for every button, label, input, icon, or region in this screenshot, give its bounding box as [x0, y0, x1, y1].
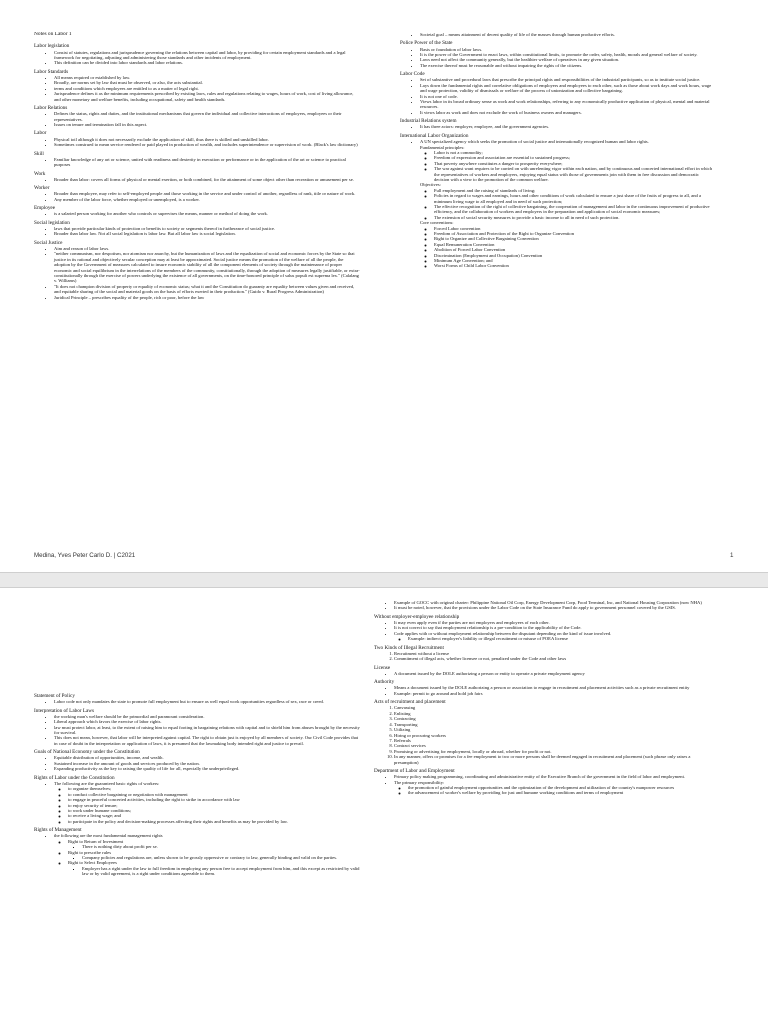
- numbered-item: 5. Utilizing: [394, 727, 712, 732]
- numbered-item: 2. Enlisting: [394, 711, 712, 716]
- list-item: • It is not one of code.: [420, 94, 712, 99]
- list-item: • Sometimes construed to mean service rendered or paid played in production of wealth, and includes superintendence or supervision of work. (Black's law dictionary): [54, 142, 360, 147]
- bullet-list: [34, 211, 360, 216]
- numbered-item: 1. Canvassing: [394, 705, 712, 710]
- list-item: • Broader than labor law. Not all social legislation is labor law. But all labor law is social legislation.: [54, 231, 360, 236]
- list-item: • Broader than employee, may refer to self-employed people and those working in the service and under control of another, regardless of rank, title or nature of work.: [54, 191, 360, 196]
- list-item: • It must be noted, however, that the provisions under the Labor Code on the State Insurance Fund do apply to government personnel covered by the GSIS.: [394, 605, 712, 610]
- page-footer-author: Medina, Yves Peter Carlo D. | C2021: [34, 552, 136, 559]
- sub-list-item: ◦ Freedom of Association and Protection of the Right to Organize Convention: [434, 231, 712, 236]
- bullet-list: [400, 32, 712, 37]
- list-item: • Primary policy making programming, coordinating and administrative entity of the Executive Branch of the government in the field of labor and employment.: [394, 774, 712, 779]
- numbered-item: 10. In any manner, offers or promises for a fee employment to two or more persons shall be deemed engaged in recruitment and placement (such phrase only raises a presumption): [394, 754, 712, 765]
- numbered-item: 4. Transporting: [394, 722, 712, 727]
- section-heading: Interpretation of Labor Laws: [34, 707, 95, 714]
- sub-list: [420, 226, 712, 269]
- sub-list-item: ◦ Policies in regard to wages and earnings, hours and other conditions of work calculated to ensure a just share of the fruits of progress to all, and a minimum living wage to all employed and in need of such protection;: [434, 193, 712, 204]
- note-item: ▪ Employer has a right under the law to full freedom in employing any person free to accept employment from him, and this except as restricted by valid law or by valid agreement, is a right under conditions agreeable to them.: [82, 866, 360, 877]
- sub-list-item: ◦ Example: indirect employer's liability or illegal recruitment or misuse of POEA license: [408, 636, 712, 641]
- list-item: • "neither communism, nor despotism, nor atomism nor anarchy, but the humanization of laws and the equalization of social and economic forces by the State so that justice in its rational and objectively secular conception may at least be approximated. Social justice means the promotion of the welfare of all the people, the adoption by the Government of measures calculated to insure economic stability of all the component elements of society through the maintenance of proper economic and social equilibrium in the interrelations of the members of the community, constitutionally, through the adoption of measures legally justifiable, or extra-constitutionally through the exercise of powers underlying the existence of all governments, on the time-honored principle of salus populi est suprema lex." (Calalang v. Williams): [54, 251, 360, 283]
- sub-list-item: ◦ Discrimination (Employment and Occupation) Convention: [434, 253, 712, 258]
- sub-list-item: ◦ to organize themselves;: [68, 786, 360, 791]
- section-heading: Police Power of the State: [400, 40, 453, 47]
- list-item: • Sustained increase in the amount of goods and services produced by the nation.: [54, 761, 360, 766]
- sub-list-item: ◦ to participate in the policy and decision-making processes affecting their rights and benefits as may be provided by law.: [68, 819, 360, 824]
- section-heading: Employee: [34, 205, 56, 212]
- bullet-list: [34, 177, 360, 182]
- section-heading: International Labor Organization: [400, 132, 469, 139]
- bullet-list: [34, 699, 360, 704]
- list-item: • terms and conditions which employees are entitled to as a matter of legal right.: [54, 86, 360, 91]
- bullet-list: [34, 781, 360, 824]
- list-item: • Equitable distribution of opportunities, income, and wealth.: [54, 755, 360, 760]
- list-item: • Lays down the fundamental rights and correlative obligations of employers and employees to each other, such as those about work days and work hours, wage and wage protection, validity of dismissals or welfare of the process of unionization and collective bargaining.: [420, 83, 712, 94]
- bullet-list: [34, 50, 360, 66]
- bullet-list: [34, 111, 360, 127]
- section-heading: Work: [34, 170, 46, 177]
- sub-list-item: ◦ the promotion of gainful employment opportunities and the optimization of the development and utilization of the country's manpower resources: [408, 785, 712, 790]
- bullet-list: [400, 77, 712, 115]
- sub-list-item: ◦ That poverty anywhere constitutes a danger to prosperity everywhere;: [434, 161, 712, 166]
- list-item: • Example of GOCC with original charter: Philippine National Oil Corp, Energy Development Corp, Food Terminal, Inc, and National Housing Corporation (now NHA): [394, 600, 712, 605]
- list-item: • The primary responsibility:: [394, 780, 712, 785]
- section-heading: Goals of National Economy under the Constitution: [34, 749, 140, 756]
- sub-list-holder: [54, 839, 360, 877]
- section-heading: Social Justice: [34, 239, 63, 246]
- sub-list: [54, 786, 360, 824]
- list-item: • Defines the status, rights and duties, and the institutional mechanisms that govern the individual and collective interactions of employers, employees or their representatives.: [54, 111, 360, 122]
- list-item: • law must protect labor, at least, to the extent of raising him to equal footing in bargaining relations with capital and to shield him from abuses brought by the necessity for survival.: [54, 725, 360, 736]
- section-heading: Labor legislation: [34, 43, 70, 50]
- list-item: • the following are the most fundamental management rights: [54, 833, 360, 838]
- numbered-item: 1. Recruitment without a license: [394, 651, 712, 656]
- list-item: • Code applies with or without employment relationship between the disputant depending on the kind of issue involved.: [394, 631, 712, 636]
- sub-list: [420, 150, 712, 182]
- list-item: • Broader than labor: covers all forms of physical or mental exertion, or both combined, for the attainment of some object other than recreation or amusement per se.: [54, 177, 360, 182]
- sub-list-item: ◦ to work under humane conditions;: [68, 808, 360, 813]
- section-heading: Department of Labor and Employment: [374, 767, 455, 774]
- bullet-list: [34, 714, 360, 746]
- sub-list-item: ◦ Labor is not a commodity;: [434, 150, 712, 155]
- list-item: • Liberal approach which favors the exercise of labor rights.: [54, 719, 360, 724]
- list-item: • Labor code not only mandates the state to promote full employment but to ensure as well equal work opportunities regardless of sex, race or creed.: [54, 699, 360, 704]
- list-item: • Societal goal – means attainment of decent quality of life of the masses through human productive efforts.: [420, 32, 712, 37]
- page-number: 1: [730, 552, 734, 559]
- bullet-list: [374, 774, 712, 796]
- page2-right-column: [374, 600, 712, 1024]
- list-item: • This definition can be divided into labor standards and labor relations.: [54, 60, 360, 65]
- section-heading: Worker: [34, 185, 50, 192]
- sub-list-item: ◦ to engage in peaceful concerted activities, including the right to strike in accordance with law: [68, 797, 360, 802]
- sub-list-item: ◦ Full employment and the raising of standards of living;: [434, 188, 712, 193]
- list-item: • Set of substantive and procedural laws that prescribe the principal rights and responsibilities of the industrial participants, so as to institute social justice.: [420, 77, 712, 82]
- sub-list: [394, 785, 712, 796]
- sub-list-item: ◦ to conduct collective bargaining or negotiation with management: [68, 792, 360, 797]
- sub-list-item: ◦ Right to Return of Investment ▪ There is nothing dirty about profit per se.: [68, 839, 360, 850]
- page2-left-column: [34, 690, 360, 1024]
- bullet-list: [400, 139, 712, 269]
- sub-list-item: ◦ the advancement of worker's welfare by providing for just and humane working conditions and terms of employment: [408, 790, 712, 795]
- sub-list-item: ◦ Minimum Age Convention; and: [434, 258, 712, 263]
- sub-list-holder: [394, 785, 712, 796]
- section-heading: Authority: [374, 679, 395, 686]
- numbered-list: [374, 705, 712, 764]
- sub-list-item: ◦ Forced Labor convention: [434, 226, 712, 231]
- sub-list: [394, 636, 712, 641]
- list-item: • It may even apply even if the parties are not employers and employees of each other.: [394, 620, 712, 625]
- list-item: • Broadly, are norms set by law that must be observed, or also, the acts substantial.: [54, 80, 360, 85]
- page1-left-column: [34, 32, 360, 547]
- bullet-list: [34, 157, 360, 168]
- bullet-list: [34, 75, 360, 102]
- section-heading: Skill: [34, 150, 44, 157]
- sub-list-item: ◦ The extension of social security measures to provide a basic income to all in need of such protection.: [434, 215, 712, 220]
- bullet-list: [400, 124, 712, 129]
- section-heading: Statement of Policy: [34, 693, 75, 699]
- bullet-list: [34, 226, 360, 237]
- sub-list-holder: [394, 636, 712, 641]
- list-item: • Any member of the labor force, whether employed or unemployed, is a worker.: [54, 197, 360, 202]
- list-item: • All means required or established by law.: [54, 75, 360, 80]
- numbered-item: 9. Promising or advertising for employment, locally or abroad, whether for profit or not.: [394, 749, 712, 754]
- bullet-list: [374, 685, 712, 696]
- list-item: • It is not correct to say that employment relationship is a pre-condition to the applicability of the Code.: [394, 625, 712, 630]
- list-item: • Example: permit to go around and hold job fairs: [394, 691, 712, 696]
- list-item: • A document issued by the DOLE authorizing a person or entity to operate a private employment agency: [394, 671, 712, 676]
- sub-list: [54, 839, 360, 877]
- list-item: • is a salaried person working for another who controls or supervises the means, manner or method of doing the work.: [54, 211, 360, 216]
- bullet-list: [374, 671, 712, 676]
- sub-list-item: ◦ Freedom of expression and association are essential to sustained progress;: [434, 155, 712, 160]
- sub-list-holder: [54, 786, 360, 824]
- list-item: • Views labor in its broad ordinary sense as work and work relationships, referring to any economically productive application of physical, mental and material resources.: [420, 99, 712, 110]
- bullet-list: [34, 755, 360, 771]
- section-heading: Labor Standards: [34, 68, 69, 75]
- sub-list-label: Fundamental principles:: [420, 144, 465, 150]
- sub-list-item: ◦ The war against want requires to be carried on with unrelenting vigor within each nation, and by continuous and concerted international effort in which the representatives of workers and employers, enjoying equal status with those of governments join with them in free discussion and democratic decision with a view to the promotion of the common welfare.: [434, 166, 712, 182]
- list-item: • The exercise thereof must be reasonable and without impairing the rights of the citizens.: [420, 63, 712, 68]
- sub-list-holder: [420, 145, 712, 269]
- numbered-item: 2. Commitment of illegal acts, whether licensee or not, penalized under the Code and other laws: [394, 656, 712, 661]
- sub-list-label: Core conventions:: [420, 220, 454, 226]
- list-item: • Laws need not affect the community generally, but the healthier welfare of operatives in any given situation.: [420, 57, 712, 62]
- list-item: • Means a document issued by the DOLE authorizing a person or association to engage in recruitment and placement activities such as a private recruitment entity: [394, 685, 712, 690]
- section-heading: License: [374, 664, 391, 671]
- list-item: • Consist of statutes, regulations and jurisprudence governing the relations between capital and labor, by providing for certain employment standards and a legal framework for negotiating, adjusting and administering those standards and other incidents of employment.: [54, 50, 360, 61]
- section-heading: Social legislation: [34, 219, 70, 226]
- bullet-list: [374, 600, 712, 611]
- list-item: • Aim and reason of labor laws.: [54, 246, 360, 251]
- note-item: ▪ Company policies and regulations are, unless shown to be grossly oppressive or contrary to law, generally binding and valid on the parties.: [82, 855, 360, 860]
- list-item: • Issues on tenure and termination fall in this aspect.: [54, 122, 360, 127]
- note-item: ▪ There is nothing dirty about profit per se.: [82, 844, 360, 849]
- page-separator: [0, 572, 768, 588]
- list-item: • The following are the guaranteed basic rights of workers:: [54, 781, 360, 786]
- numbered-list: [374, 651, 712, 662]
- list-item: • the working man's welfare should be the primordial and paramount consideration.: [54, 714, 360, 719]
- list-item: • This does not mean, however, that labor will be interpreted against capital. The right to obtain just is enjoyed by all members of society. Our Civil Code provides that in case of doubt in the interpretation or application of laws, it is presumed that the lawmaking body intended right and justice to prevail.: [54, 735, 360, 746]
- list-item: • Familiar knowledge of any art or science, united with readiness and dexterity in execution or performance or in the application of the art or science to practical purposes: [54, 157, 360, 168]
- list-item: • It views labor as work and does not exclude the work of business owners and managers.: [420, 110, 712, 115]
- section-heading: Rights of Management: [34, 827, 82, 834]
- list-item: • It is the power of the Government to enact laws, within constitutional limits, to promote the order, safety, health, morals and general welfare of society.: [420, 52, 712, 57]
- note-list: [68, 866, 360, 877]
- numbered-item: 6. Hiring or procuring workers: [394, 733, 712, 738]
- page1-right-column: [400, 32, 712, 547]
- sub-list-item: ◦ to receive a living wage; and: [68, 813, 360, 818]
- section-heading: Rights of Labor under the Constitution: [34, 774, 115, 781]
- bullet-list: [34, 833, 360, 876]
- sub-list-item: ◦ Abolition of Forced Labor Convention: [434, 247, 712, 252]
- section-heading: Without employer-employee relationship: [374, 613, 460, 620]
- list-item: • Physical toil although it does not necessarily exclude the application of skill, thus there is skilled and unskilled labor.: [54, 137, 360, 142]
- section-heading: Industrial Relations system: [400, 118, 457, 125]
- section-heading: Labor Code: [400, 71, 425, 78]
- list-item: • Juridical Principle – prescribes equality of the people, rich or poor, before the law: [54, 295, 360, 300]
- list-item: • It has three actors: employer, employee, and the government agencies.: [420, 124, 712, 129]
- list-item: • "It does not champion division of property or equality of economic status; what it and the Constitution do guaranty are equality between values given and received, and equitable sharing of the social and material goods on the basis of efforts exerted in their production." (Guido v. Rural Progress Administration): [54, 284, 360, 295]
- sub-list-item: ◦ to enjoy security of tenure;: [68, 803, 360, 808]
- bullet-list: [400, 47, 712, 69]
- bullet-list: [34, 191, 360, 202]
- sub-list-item: ◦ Equal Remuneration Convention: [434, 242, 712, 247]
- bullet-list: [374, 620, 712, 642]
- numbered-item: 8. Contract services: [394, 743, 712, 748]
- sub-list-item: ◦ The effective recognition of the right of collective bargaining, the cooperation of management and labor in the continuous improvement of productive efficiency, and the collaboration of workers and employers in the preparation and application of social economic measures;: [434, 204, 712, 215]
- section-heading: Labor: [34, 130, 47, 137]
- sub-list-item: ◦ Worst Forms of Child Labor Convention: [434, 263, 712, 268]
- sub-list-item: ◦ Right to prescribe rules ▪ Company policies and regulations are, unless shown to be grossly oppressive or contrary to law, generally binding and valid on the parties.: [68, 850, 360, 861]
- bullet-list: [34, 246, 360, 300]
- list-item: • A UN specialized agency which seeks the promotion of social justice and internationally recognized human and labor rights.: [420, 139, 712, 144]
- section-heading: Acts of recruitment and placement: [374, 699, 446, 706]
- list-item: • Expanding productivity as the key to raising the quality of life for all, especially the underprivileged.: [54, 766, 360, 771]
- section-heading: Labor Relations: [34, 105, 68, 112]
- sub-list-item: ◦ Right to Select Employees ▪ Employer has a right under the law to full freedom in employing any person free to accept employment from him, and this except as restricted by valid law or by valid agreement, is a right under conditions agreeable to them.: [68, 860, 360, 876]
- list-item: • laws that provide particular kinds of protection or benefits to society or segments thereof in furtherance of social justice.: [54, 226, 360, 231]
- list-item: • Basis or foundation of labor laws.: [420, 47, 712, 52]
- section-heading: Two Kinds of Illegal Recruitment: [374, 644, 444, 651]
- numbered-item: 7. Referrals: [394, 738, 712, 743]
- document-title: Notes on Labor 1: [34, 32, 72, 37]
- sub-list-label: Objectives:: [420, 182, 441, 188]
- sub-list-item: ◦ Right to Organize and Collective Bargaining Convention: [434, 236, 712, 241]
- list-item: • Jurisprudence defines it as the minimum requirements prescribed by existing laws, rules and regulations relating to wages, hours of work, cost of living allowance, and other monetary and welfare benefits, including occupational, safety and health standards.: [54, 91, 360, 102]
- numbered-item: 3. Contracting: [394, 716, 712, 721]
- sub-list: [420, 188, 712, 220]
- bullet-list: [34, 137, 360, 148]
